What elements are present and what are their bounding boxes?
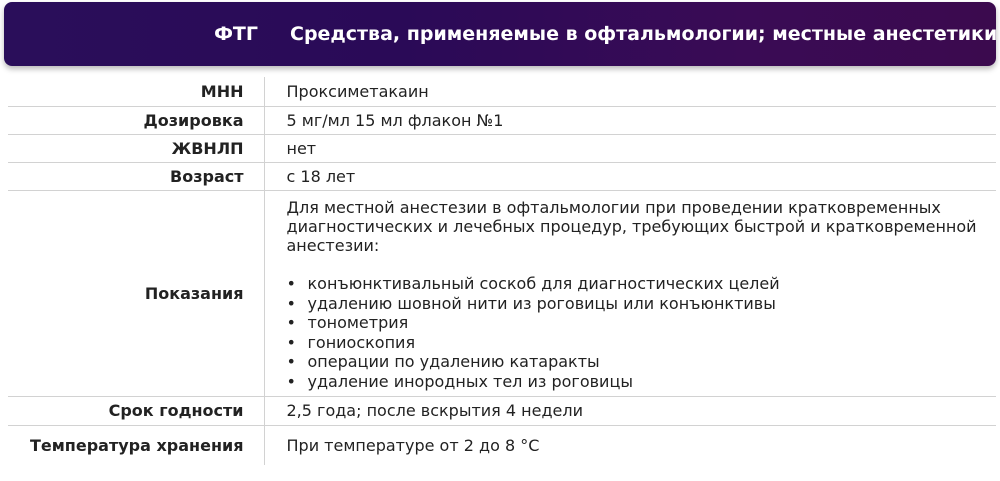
list-item: • удалению шовной нити из роговицы или конъюнктивы bbox=[287, 294, 997, 314]
row-label-mnn: МНН bbox=[8, 77, 264, 106]
indications-intro: Для местной анестезии в офтальмологии при проведении кратковременных диагностических и лечебных процедур, требующих быстрой и кратковременной анестезии: bbox=[286, 198, 977, 255]
row-value-zhvnlp: нет bbox=[286, 138, 317, 158]
row-label-zhvnlp: ЖВНЛП bbox=[8, 134, 264, 162]
row-value-mnn: Проксиметакаин bbox=[286, 81, 429, 101]
table-row-age bbox=[8, 162, 996, 190]
table-row-mnn bbox=[8, 77, 996, 106]
indications-spacer bbox=[287, 255, 997, 274]
row-label-dose: Дозировка bbox=[8, 106, 264, 134]
row-value-shelf-life: 2,5 года; после вскрытия 4 недели bbox=[286, 401, 583, 420]
indications-list bbox=[287, 274, 997, 391]
table-row-dose bbox=[8, 106, 996, 134]
table-row-storage-temp bbox=[8, 425, 996, 465]
table-row-indications bbox=[8, 190, 996, 396]
list-item: • удаление инородных тел из роговицы bbox=[287, 372, 997, 392]
list-item: • конъюнктивальный соскоб для диагностических целей bbox=[287, 274, 997, 294]
header-banner bbox=[4, 2, 996, 66]
row-value-age: с 18 лет bbox=[286, 166, 356, 186]
table-row-shelf-life bbox=[8, 396, 996, 425]
header-value: Средства, применяемые в офтальмологии; местные анестетики bbox=[290, 23, 998, 45]
row-label-storage-temp: Температура хранения bbox=[8, 425, 264, 465]
list-item: • тонометрия bbox=[287, 313, 997, 333]
table-row-zhvnlp bbox=[8, 134, 996, 162]
row-value-indications bbox=[264, 190, 996, 396]
row-label-age: Возраст bbox=[8, 162, 264, 190]
list-item: • гониоскопия bbox=[287, 333, 997, 353]
row-label-indications: Показания bbox=[8, 190, 264, 396]
row-value-dose: 5 мг/мл 15 мл флакон №1 bbox=[286, 110, 504, 130]
list-item: • операции по удалению катаракты bbox=[287, 352, 997, 372]
header-key: ФТГ bbox=[214, 23, 258, 45]
row-label-shelf-life: Срок годности bbox=[8, 396, 264, 425]
drug-info-table bbox=[8, 77, 996, 465]
row-value-storage-temp: При температуре от 2 до 8 °C bbox=[286, 435, 540, 455]
